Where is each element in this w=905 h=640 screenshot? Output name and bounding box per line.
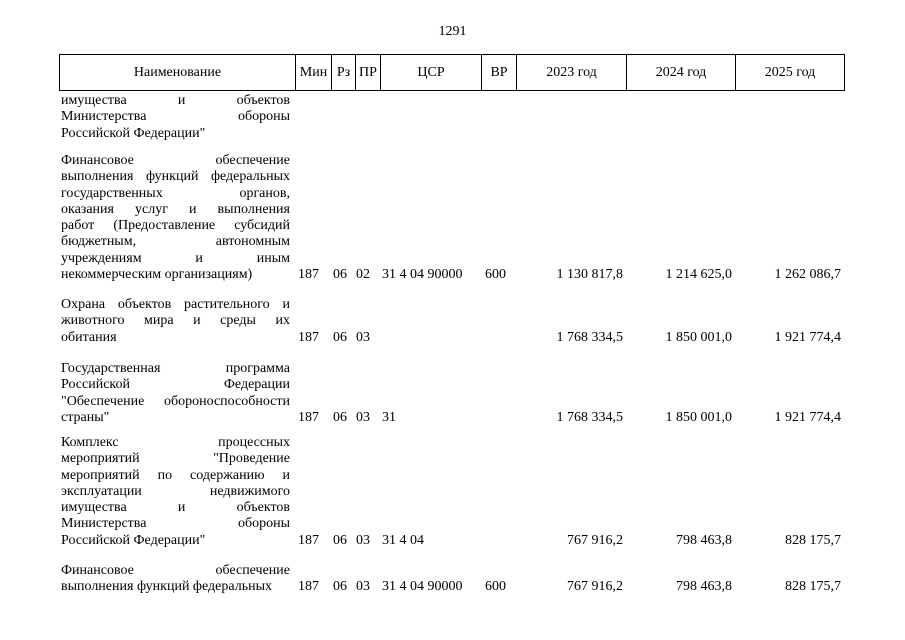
cell-min: 187 [298,532,319,548]
cell-rz: 06 [333,532,347,548]
row-name [61,297,290,346]
row-name-line: эксплуатации недвижимого [61,483,290,499]
row-name-line: Министерства обороны [61,109,290,125]
row-name-line: оказания услуг и выполнения [61,201,290,217]
cell-pr: 03 [356,579,370,595]
cell-y2025: 1 921 774,4 [774,329,841,345]
row-name-line: страны" [61,409,110,425]
row-name-line: обитания [61,329,117,345]
row-name-line: имущества и объектов [61,500,290,516]
row-name-line: некоммерческим организациям) [61,267,253,283]
row-name [61,435,290,549]
cell-rz: 06 [333,409,347,425]
row-name-line: выполнения функций федеральных [61,169,290,185]
cell-pr: 02 [356,267,370,283]
cell-csr: 31 [382,409,396,425]
cell-rz: 06 [333,329,347,345]
cell-y2023: 1 130 817,8 [556,267,623,283]
row-name [61,563,290,596]
row-name-line: Государственная программа [61,361,290,376]
cell-min: 187 [298,267,319,283]
row-name-line: Российской Федерации" [61,532,206,548]
cell-min: 187 [298,329,319,345]
row-name-line: Российской Федерации [61,377,290,393]
row-name-line: Министерства обороны [61,516,290,532]
row-name-line: работ (Предоставление субсидий [61,218,290,234]
header-pr: ПР [355,55,380,90]
cell-vr: 600 [485,267,506,283]
row-name-line: Финансовое обеспечение [61,563,290,578]
page-number: 1291 [438,24,467,39]
row-name-line: учреждениям и иным [61,250,290,266]
cell-vr: 600 [485,579,506,595]
row-name-line: "Обеспечение обороноспособности [61,393,290,409]
header-rz: Рз [331,55,355,90]
row-name-line: Охрана объектов растительного и [61,297,290,312]
cell-y2025: 828 175,7 [785,579,841,595]
cell-y2024: 1 214 625,0 [665,267,732,283]
row-name [61,93,290,142]
cell-y2025: 1 262 086,7 [774,267,841,283]
row-name-line: Финансовое обеспечение [61,153,290,168]
cell-y2024: 1 850 001,0 [665,409,732,425]
header-name: Наименование [133,65,222,80]
row-name-line: бюджетным, автономным [61,234,290,250]
cell-min: 187 [298,409,319,425]
cell-pr: 03 [356,329,370,345]
cell-y2025: 828 175,7 [785,532,841,548]
cell-y2024: 798 463,8 [676,579,732,595]
cell-y2025: 1 921 774,4 [774,409,841,425]
cell-y2024: 1 850 001,0 [665,329,732,345]
cell-y2023: 1 768 334,5 [556,329,623,345]
row-name [61,361,290,426]
header-2024: 2024 год [626,55,735,90]
row-name-line: мероприятий по содержанию и [61,467,290,483]
table-header [59,54,845,91]
row-name [61,153,290,283]
header-2023: 2023 год [516,55,626,90]
cell-pr: 03 [356,409,370,425]
cell-y2024: 798 463,8 [676,532,732,548]
cell-y2023: 767 916,2 [567,532,623,548]
cell-rz: 06 [333,267,347,283]
cell-pr: 03 [356,532,370,548]
row-name-line: выполнения функций федеральных [61,579,272,595]
cell-csr: 31 4 04 90000 [382,579,463,595]
row-name-line: Комплекс процессных [61,435,290,450]
header-min: Мин [295,55,331,90]
row-name-line: животного мира и среды их [61,313,290,329]
cell-min: 187 [298,579,319,595]
cell-csr: 31 4 04 [382,532,424,548]
row-name-line: мероприятий "Проведение [61,451,290,467]
row-name-line: имущества и объектов [61,93,290,108]
row-name-line: Российской Федерации" [61,125,206,141]
cell-rz: 06 [333,579,347,595]
cell-y2023: 767 916,2 [567,579,623,595]
cell-csr: 31 4 04 90000 [382,267,463,283]
header-csr: ЦСР [380,55,481,90]
row-name-line: государственных органов, [61,185,290,201]
header-2025: 2025 год [735,55,844,90]
cell-y2023: 1 768 334,5 [556,409,623,425]
header-vr: ВР [481,55,516,90]
